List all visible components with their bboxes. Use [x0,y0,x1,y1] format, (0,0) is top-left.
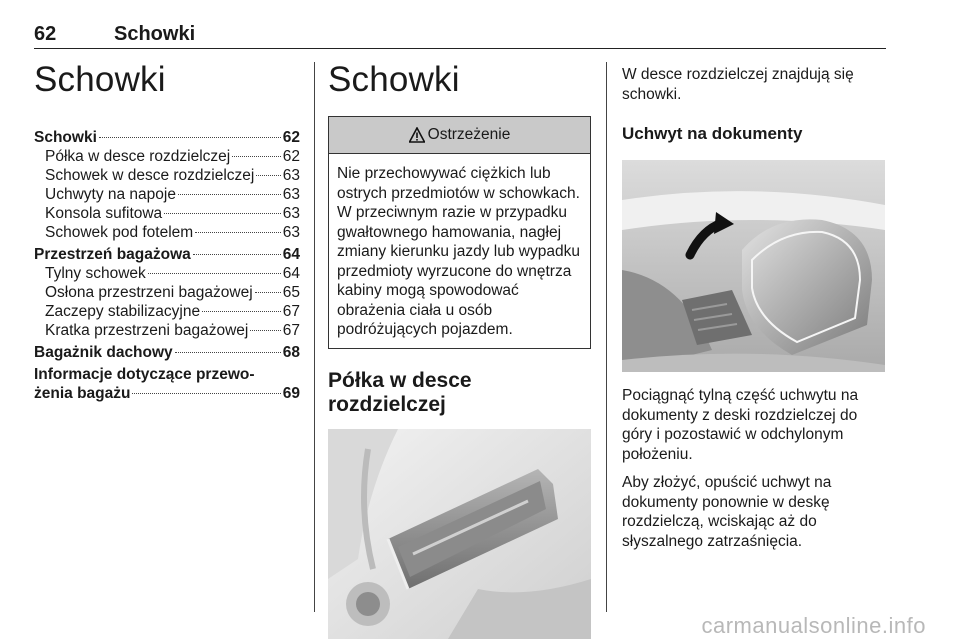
toc-sub-entry[interactable] [34,302,300,321]
toc-main-entry[interactable] [34,343,300,362]
warning-text: Nie przechowywać ciężkich lub ostrych przedmiotów w schowkach. W przeciwnym razie w przypadku gwałtownego hamowania, nagłej zmiany kierunku jazdy lub wypadku przedmioty wyrzucone do wnętrza kabiny mogą spowodować obrażenia ciała u osób podróżujących pojazdem. [337,165,580,338]
toc-entry-text: żenia bagażu [34,385,131,402]
toc-sub-entry[interactable] [34,185,300,204]
dashboard-shelf-photo [328,429,591,639]
toc-sub-entry[interactable] [34,223,300,242]
toc-main-entry-line1[interactable]: Informacje dotyczące przewo- [34,366,255,383]
toc-entry-text: Kratka przestrzeni bagażowej [45,322,249,339]
toc-sub-entry[interactable] [34,204,300,223]
warning-heading: Ostrzeżenie [427,126,511,143]
toc-entry-page: 64 [282,246,300,263]
toc-entry-page: 65 [282,284,300,301]
page-number: 62 [34,23,57,45]
toc-entry-text: Bagażnik dachowy [34,344,173,361]
column-divider-left [314,62,315,612]
toc-entry-text: Zaczepy stabilizacyjne [45,303,201,320]
toc-leader-dots [250,330,280,331]
toc-entry-text: Półka w desce rozdzielczej [45,148,231,165]
toc-leader-dots [99,137,281,138]
toc-entry-text: Konsola sufitowa [45,205,163,222]
toc-entry-page: 67 [282,303,300,320]
toc-column [34,60,300,403]
table-of-contents [34,128,300,403]
toc-entry-page: 63 [282,186,300,203]
toc-entry-text: Uchwyty na napoje [45,186,176,203]
toc-entry-page: 63 [282,224,300,241]
toc-entry-text: Osłona przestrzeni bagażowej [45,284,253,301]
toc-leader-dots [256,175,280,176]
toc-leader-dots [175,352,281,353]
toc-leader-dots [202,311,281,312]
toc-entry-page: 63 [282,167,300,184]
middle-column [328,60,591,639]
toc-sub-entry[interactable] [34,321,300,340]
toc-leader-dots [148,273,281,274]
running-section-title: Schowki [114,23,196,45]
toc-entry-page: 62 [282,148,300,165]
toc-sub-entry[interactable] [34,166,300,185]
document-holder-illustration [622,160,885,372]
section-title: Schowki [328,60,460,99]
toc-leader-dots [195,232,281,233]
toc-sub-entry[interactable] [34,283,300,302]
dashboard-shelf-illustration [328,429,591,639]
toc-leader-dots [255,292,281,293]
document-holder-heading: Uchwyt na dokumenty [622,124,803,143]
column-divider-right [606,62,607,612]
right-column [622,65,886,551]
toc-entry-page: 64 [282,265,300,282]
intro-paragraph: W desce rozdzielczej znajdują się schowki. [622,66,854,103]
toc-entry-page: 69 [282,385,300,402]
toc-main-entry[interactable] [34,128,300,147]
toc-sub-entry[interactable] [34,264,300,283]
toc-entry-text: Schowki [34,129,97,146]
toc-main-entry-line2[interactable] [34,384,300,403]
warning-box [328,116,591,349]
page-header [34,22,886,49]
warning-header [329,117,590,154]
subsection-title: Półka w desce rozdzielczej [328,368,472,416]
warning-triangle-icon [409,127,425,143]
close-instructions: Aby złożyć, opuścić uchwyt na dokumenty ponownie w deskę rozdzielczą, wciskając aż do słyszalnego zatrzaśnięcia. [622,474,832,550]
toc-entry-page: 62 [282,129,300,146]
toc-entry-text: Tylny schowek [45,265,146,282]
watermark: carmanualsonline.info [701,613,926,638]
toc-leader-dots [178,194,281,195]
toc-main-entry[interactable] [34,245,300,264]
toc-entry-text: Przestrzeń bagażowa [34,246,191,263]
open-instructions: Pociągnąć tylną część uchwytu na dokumenty z deski rozdzielczej do góry i pozostawić w odchylonym położeniu. [622,387,859,463]
toc-entry-page: 68 [282,344,300,361]
toc-leader-dots [193,254,281,255]
toc-entry-text: Schowek w desce rozdzielczej [45,167,255,184]
toc-sub-entry[interactable] [34,147,300,166]
toc-entry-page: 67 [282,322,300,339]
toc-entry-page: 63 [282,205,300,222]
chapter-title: Schowki [34,60,166,99]
toc-leader-dots [132,393,280,394]
toc-leader-dots [164,213,281,214]
toc-leader-dots [232,156,281,157]
toc-entry-text: Schowek pod fotelem [45,224,194,241]
document-holder-photo [622,160,885,372]
